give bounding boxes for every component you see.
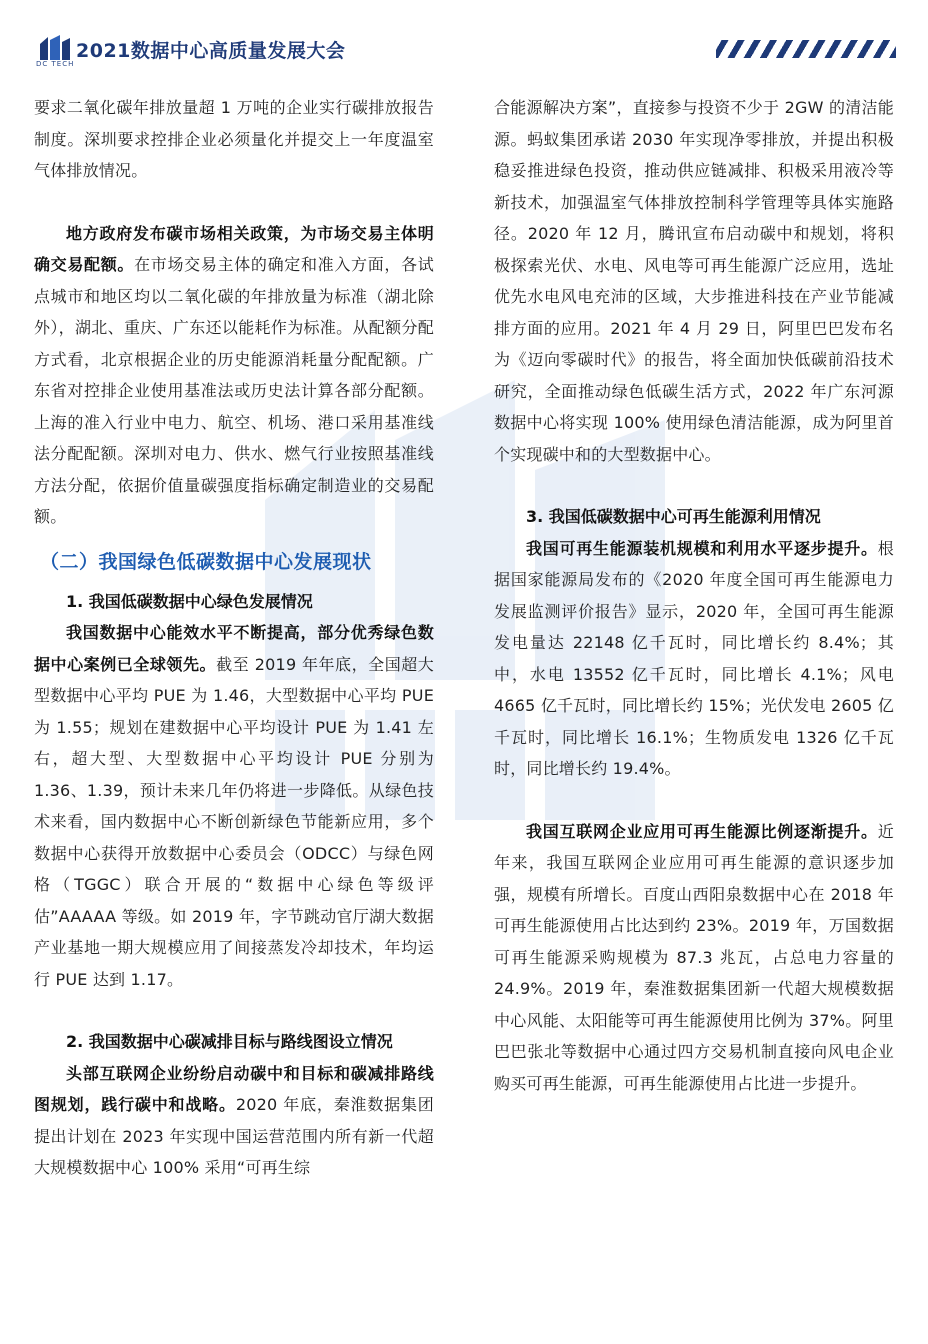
page-header bbox=[0, 0, 928, 72]
subsection-title: 2. 我国数据中心碳减排目标与路线图设立情况 bbox=[66, 1032, 393, 1051]
header-stripes-decoration bbox=[716, 40, 896, 58]
paragraph-lead: 头部互联网企业纷纷启动碳中和目标和碳减排路线图规划，践行碳中和战略。 bbox=[34, 1063, 434, 1114]
paragraph-body: 2020 年底，秦淮数据集团提出计划在 2023 年实现中国运营范围内所有新一代超大规模数据中心 100% 采用“可再生综 bbox=[34, 1095, 434, 1177]
subsection-title: 1. 我国低碳数据中心绿色发展情况 bbox=[66, 591, 313, 611]
paragraph-lead: 我国互联网企业应用可再生能源比例逐渐提升。 bbox=[526, 821, 878, 841]
conference-title: 2021数据中心高质量发展大会 bbox=[76, 40, 346, 62]
paragraph bbox=[34, 1058, 434, 1184]
right-column bbox=[494, 92, 894, 1099]
paragraph bbox=[34, 617, 434, 995]
left-column bbox=[34, 92, 434, 1184]
dc-tech-logo-icon bbox=[38, 34, 72, 62]
paragraph: 合能源解决方案”，直接参与投资不少于 2GW 的清洁能源。蚂蚁集团承诺 2030 年实现净零排放，并提出积极稳妥推进绿色投资，推动供应链减排、积极采用液冷等新技术，加强温室气体排放控制科学管理等具体实施路径。2020 年 12 月，腾讯宣布启动碳中和规划，将积极探索光伏、水电、风电等可再生能源广泛应用，选址优先水电风电充沛的区域，大步推进科技在产业节能减排方面的应用。2021 年 4 月 29 日，阿里巴巴发布名为《迈向零碳时代》的报告，将全面加快低碳前沿技术研究，全面推动绿色低碳生活方式，2022 年广东河源数据中心将实现 100% 使用绿色清洁能源，成为阿里首个实现碳中和的大型数据中心。 bbox=[494, 98, 894, 464]
paragraph-lead: 地方政府发布碳市场相关政策，为市场交易主体明确交易配额。 bbox=[34, 223, 434, 274]
paragraph-body: 在市场交易主体的确定和准入方面，各试点城市和地区均以二氧化碳的年排放量为标准（湖北除外），湖北、重庆、广东还以能耗作为标准。从配额分配方式看，北京根据企业的历史能源消耗量分配配额。广东省对控排企业使用基准法或历史法计算各部分配额。上海的准入行业中电力、航空、机场、港口采用基准线法分配配额。深圳对电力、供水、燃气行业按照基准线方法分配，依据价值量碳强度指标确定制造业的交易配额。 bbox=[34, 255, 434, 526]
paragraph-body: 根据国家能源局发布的《2020 年度全国可再生能源电力发展监测评价报告》显示，2020 年，全国可再生能源发电量达 22148 亿千瓦时，同比增长约 8.4%；其中，水电 13552 亿千瓦时，同比增长 4.1%；风电 4665 亿千瓦时，同比增长约 15%；光伏发电 2605 亿千瓦时，同比增长 16.1%；生物质发电 1326 亿千瓦时，同比增长约 19.4%。 bbox=[494, 538, 894, 778]
paragraph bbox=[34, 218, 434, 533]
paragraph-lead: 我国可再生能源装机规模和利用水平逐步提升。 bbox=[526, 538, 878, 558]
paragraph bbox=[494, 816, 894, 1100]
subsection-title: 3. 我国低碳数据中心可再生能源利用情况 bbox=[526, 507, 821, 526]
paragraph-body: 截至 2019 年年底，全国超大型数据中心平均 PUE 为 1.46，大型数据中心平均 PUE 为 1.55；规划在建数据中心平均设计 PUE 为 1.41 左右，超大型、大型数据中心平均设计 PUE 分别为 1.36、1.39，预计未来几年仍将进一步降低。从绿色技术来看，国内数据中心不断创新绿色节能新应用，多个数据中心获得开放数据中心委员会（ODCC）与绿色网格（TGGC）联合开展的“数据中心绿色等级评估”AAAAA 等级。如 2019 年，字节跳动官厅湖大数据产业基地一期大规模应用了间接蒸发冷却技术，年均运行 PUE 达到 1.17。 bbox=[34, 654, 435, 989]
paragraph bbox=[494, 533, 894, 785]
paragraph-lead: 我国数据中心能效水平不断提高，部分优秀绿色数据中心案例已全球领先。 bbox=[34, 623, 434, 674]
logo-subtext: DC TECH bbox=[36, 60, 75, 68]
section-title: （二）我国绿色低碳数据中心发展现状 bbox=[40, 550, 372, 573]
paragraph: 要求二氧化碳年排放量超 1 万吨的企业实行碳排放报告制度。深圳要求控排企业必须量化并提交上一年度温室气体排放情况。 bbox=[34, 98, 434, 180]
paragraph-body: 近年来，我国互联网企业应用可再生能源的意识逐步加强，规模有所增长。百度山西阳泉数据中心在 2018 年可再生能源使用占比达到约 23%。2019 年，万国数据可再生能源采购规模为 87.3 兆瓦，占总电力容量的 24.9%。2019 年，秦淮数据集团新一代超大规模数据中心风能、太阳能等可再生能源使用比例为 37%。阿里巴巴张北等数据中心通过四方交易机制直接向风电企业购买可再生能源，可再生能源使用占比进一步提升。 bbox=[494, 821, 894, 1093]
